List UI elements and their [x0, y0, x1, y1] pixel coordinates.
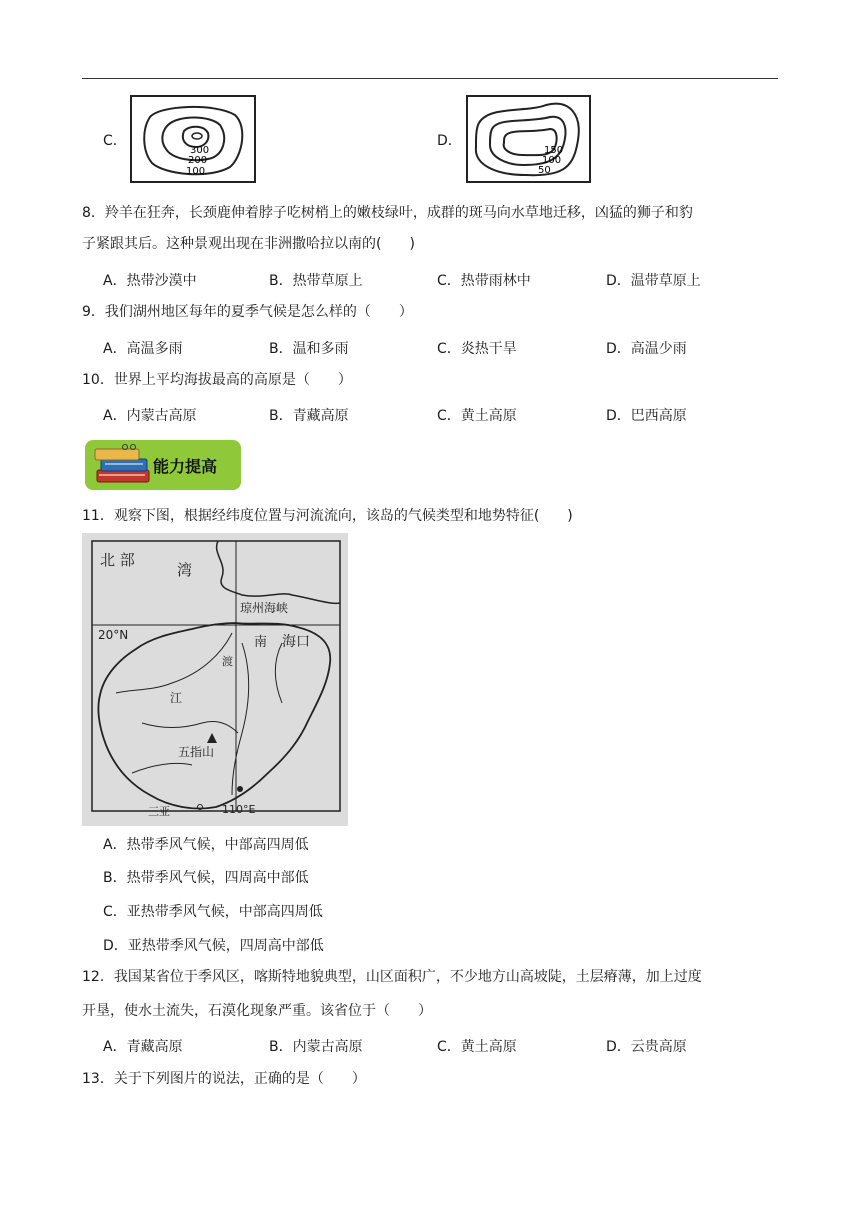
question-8-line1: 8．羚羊在狂奔，长颈鹿伸着脖子吃树梢上的嫩枝绿叶，成群的斑马向水草地迁移，凶猛的狮子和豹 — [82, 205, 693, 221]
q8-option-d[interactable]: D．温带草原上 — [606, 273, 701, 289]
contour-d-150: 150 — [544, 145, 564, 156]
question-10-stem: 10．世界上平均海拔最高的高原是（ ） — [82, 372, 352, 388]
q12-option-c[interactable]: C．黄土高原 — [437, 1039, 517, 1055]
q12-option-b[interactable]: B．内蒙古高原 — [269, 1039, 363, 1055]
map-label-mountain: 五指山 — [178, 745, 215, 759]
q11-option-b[interactable]: B．热带季风气候，四周高中部低 — [103, 870, 309, 886]
q10-option-a[interactable]: A．内蒙古高原 — [103, 408, 197, 424]
contour-d-100: 100 — [542, 155, 562, 166]
q10-option-b[interactable]: B．青藏高原 — [269, 408, 349, 424]
question-11-stem: 11．观察下图，根据经纬度位置与河流流向，该岛的气候类型和地势特征( ) — [82, 508, 573, 524]
q8-option-b[interactable]: B．热带草原上 — [269, 273, 363, 289]
q9-option-b[interactable]: B．温和多雨 — [269, 341, 349, 357]
map-label-bay-1: 北 部 — [100, 551, 135, 569]
map-label-latitude: 20°N — [98, 628, 129, 642]
map-label-south: 南 — [254, 635, 268, 650]
q9-option-a[interactable]: A．高温多雨 — [103, 341, 183, 357]
contour-d-50: 50 — [538, 165, 551, 176]
q9-option-d[interactable]: D．高温少雨 — [606, 341, 687, 357]
q11-option-c[interactable]: C．亚热带季风气候，中部高四周低 — [103, 904, 323, 920]
q12-option-a[interactable]: A．青藏高原 — [103, 1039, 183, 1055]
q12-option-d[interactable]: D．云贵高原 — [606, 1039, 687, 1055]
q10-option-d[interactable]: D．巴西高原 — [606, 408, 687, 424]
map-label-du: 渡 — [222, 655, 233, 668]
contour-c-100: 100 — [186, 166, 206, 177]
q8-option-c[interactable]: C．热带雨林中 — [437, 273, 531, 289]
hainan-map — [82, 533, 348, 826]
q9-option-c[interactable]: C．炎热干旱 — [437, 341, 517, 357]
contour-c-300: 300 — [190, 145, 210, 156]
section-badge — [85, 440, 241, 490]
map-label-haikou: 海口 — [282, 634, 310, 650]
header-rule — [82, 78, 778, 79]
map-label-longitude: 110°E — [222, 803, 256, 816]
question-8-line2: 子紧跟其后。这种景观出现在非洲撒哈拉以南的( ) — [82, 236, 415, 252]
contour-map-d — [466, 95, 591, 183]
option-c-label: C． — [103, 133, 127, 149]
q11-option-a[interactable]: A．热带季风气候，中部高四周低 — [103, 837, 309, 853]
map-label-sanya: 三亚 — [148, 805, 170, 818]
books-icon — [91, 444, 155, 488]
q10-option-c[interactable]: C．黄土高原 — [437, 408, 517, 424]
q11-option-d[interactable]: D．亚热带季风气候，四周高中部低 — [103, 938, 324, 954]
contour-c-200: 200 — [188, 155, 208, 166]
question-13-stem: 13．关于下列图片的说法，正确的是（ ） — [82, 1071, 366, 1087]
option-d-label: D． — [437, 133, 462, 149]
question-12-line2: 开垦，使水土流失，石漠化现象严重。该省位于（ ） — [82, 1003, 432, 1019]
map-label-jiang: 江 — [170, 691, 183, 705]
q8-option-a[interactable]: A．热带沙漠中 — [103, 273, 197, 289]
question-12-line1: 12．我国某省位于季风区，喀斯特地貌典型，山区面积广，不少地方山高坡陡，土层瘠薄，加上过度 — [82, 969, 702, 985]
contour-map-c — [130, 95, 256, 183]
badge-label: 能力提高 — [153, 457, 218, 476]
map-label-strait: 琼州海峡 — [240, 601, 289, 615]
map-label-bay-2: 湾 — [177, 561, 193, 579]
question-9-stem: 9．我们湖州地区每年的夏季气候是怎么样的（ ） — [82, 304, 413, 320]
hainan-map-drawing — [82, 533, 348, 826]
